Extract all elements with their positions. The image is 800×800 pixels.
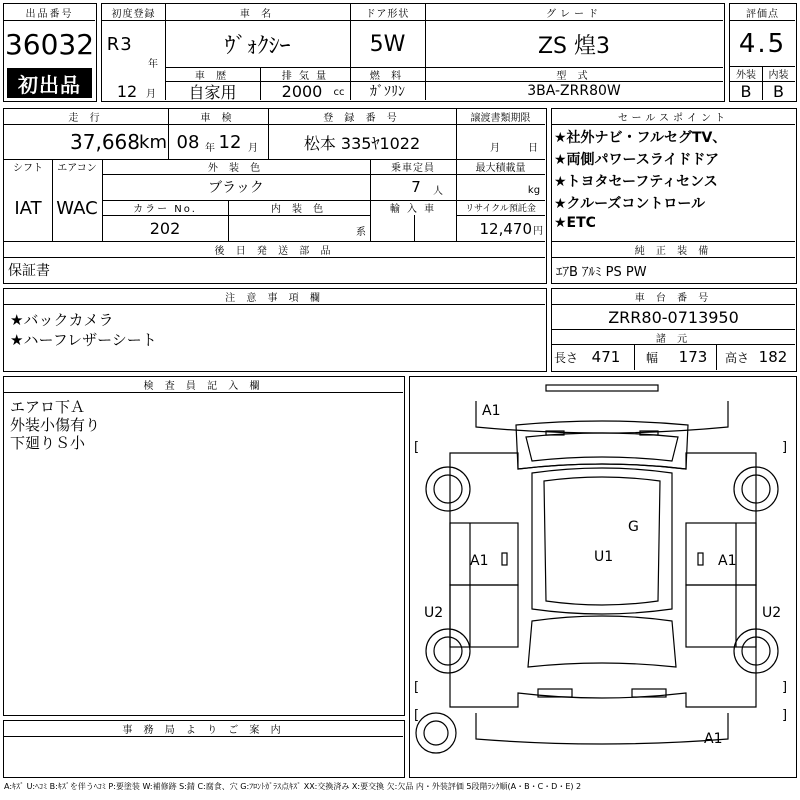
length-value: 471: [591, 348, 621, 366]
inspector-line: 外装小傷有り: [10, 416, 101, 434]
chassis-box: [551, 288, 797, 372]
selling-point: ★社外ナビ・フルセグTV、: [554, 130, 727, 146]
capacity-unit: 人: [433, 185, 443, 197]
width-label: 幅: [645, 350, 658, 365]
rear-bumper-outline: [476, 713, 728, 744]
right-handle: [698, 553, 703, 565]
interior-score: B: [773, 82, 784, 100]
inspector-line: 下廻りＳ小: [10, 434, 86, 452]
door-label: ドア形状: [365, 8, 410, 20]
car-name: ｳﾞｫｸｼｰ: [224, 33, 291, 59]
hood-outline: [516, 421, 688, 469]
exterior-color-label: 外 装 色: [207, 163, 265, 174]
ac-value: WAC: [56, 197, 98, 219]
selling-point: ★クルーズコントロール: [554, 196, 706, 212]
right-rear-door: [686, 585, 756, 647]
car-name-label: 車 名: [239, 8, 276, 20]
lot-number-label: 出品番号: [25, 8, 74, 20]
length-label: 長さ: [554, 350, 578, 365]
body-outline: [450, 453, 756, 707]
inspection-month-unit: 月: [248, 142, 258, 154]
bracket-left-bottom: [: [414, 680, 420, 695]
transfer-month-unit: 月: [490, 142, 500, 154]
legend: A:ｷｽﾞ U:ﾍｺﾐ B:ｷｽﾞを伴うﾍｺﾐ P:要塗装 W:補修跡 S:錆 C:腐食、穴 G:ﾌﾛﾝﾄｶﾞﾗｽ点ｷｽﾞ XX:交換済み X:要交換 欠:欠品 内・外装評価 5段階ﾗﾝｸ順(A・B・C・D・E) 2: [4, 782, 582, 791]
selling-point: ★トヨタセーフティセンス: [554, 174, 718, 190]
bracket-right-bottom: ]: [782, 680, 788, 695]
inspector-line: エアロ下Ａ: [10, 398, 86, 416]
shift-label: シフト: [13, 163, 43, 174]
first-registration-label: 初度登録: [111, 8, 156, 20]
mark-front-bumper: A1: [482, 403, 501, 419]
inspection-year-unit: 年: [205, 142, 215, 154]
car-diagram: [410, 377, 795, 776]
later-parts-value: 保証書: [8, 263, 50, 279]
recycle-unit: 円: [533, 225, 543, 237]
transfer-day-unit: 日: [528, 142, 538, 154]
selling-points-list: [554, 127, 794, 237]
inspection-month: 12: [218, 131, 242, 153]
capacity-label: 乗車定員: [391, 163, 435, 174]
car-diagram-box: [409, 376, 797, 778]
details-box: [3, 108, 547, 284]
notes-box: [3, 288, 547, 372]
front-top-bar: [546, 385, 658, 391]
bracket-right-top: ]: [782, 440, 788, 455]
plate-label: 登 録 番 号: [323, 113, 401, 124]
left-handle: [502, 553, 507, 565]
later-parts-label: 後 日 発 送 部 品: [214, 246, 335, 257]
shift-value: IAT: [14, 197, 42, 219]
front-bumper-outline: [476, 401, 728, 433]
fuel-value: ｶﾞｿﾘﾝ: [370, 84, 405, 100]
height-label: 高さ: [724, 350, 749, 365]
color-no-label: カラー No.: [133, 204, 197, 215]
note-line: ★バックカメラ: [10, 311, 114, 329]
door-type: 5W: [369, 31, 406, 57]
displacement-value: 2000: [281, 82, 323, 100]
notes-label: 注 意 事 項 欄: [225, 293, 324, 304]
mark-rear-bumper: A1: [704, 731, 723, 747]
grade-label: グレード: [546, 8, 602, 20]
max-load-unit: kg: [527, 184, 541, 196]
office-box: [3, 720, 405, 778]
registration-month-unit: 月: [146, 88, 156, 100]
inspector-box: [3, 376, 405, 716]
vehicle-info-box: [101, 3, 725, 102]
mileage-unit: km: [139, 131, 167, 153]
history-label: 車 歴: [194, 70, 231, 81]
bracket-left-top: [: [414, 440, 420, 455]
dimensions-label: 諸 元: [655, 333, 692, 344]
lot-number-box: [3, 3, 97, 102]
plate-value: 松本 335ﾔ1022: [303, 133, 421, 153]
grade: ZS 煌3: [537, 33, 611, 59]
fuel-label: 燃 料: [369, 70, 406, 81]
exterior-score-label: 外装: [736, 70, 756, 81]
office-label: 事 務 局 よ り ご 案 内: [122, 725, 285, 736]
inspection-year: 08: [176, 131, 200, 153]
capacity-value: 7: [411, 178, 421, 196]
interior-score-label: 内装: [768, 70, 789, 81]
note-line: ★ハーフレザーシート: [10, 331, 157, 349]
registration-month: 12: [116, 82, 138, 100]
roof-outline: [532, 468, 672, 614]
mark-right-rocker: U2: [762, 605, 782, 621]
inspector-label: 検 査 員 記 入 欄: [143, 381, 264, 392]
first-listing-badge: 初出品: [7, 68, 92, 98]
mark-center: U1: [594, 549, 614, 565]
chassis-label: 車 台 番 号: [634, 293, 713, 304]
max-load-label: 最大積載量: [475, 163, 526, 174]
inspection-label: 車 検: [200, 113, 236, 124]
roof-inner: [544, 477, 660, 605]
mileage-value: 37,668: [70, 130, 140, 154]
selling-point: ★ETC: [554, 215, 596, 231]
standard-equipment-value: ｴｱB ｱﾙﾐ PS PW: [556, 264, 647, 280]
chassis-number: ZRR80-0713950: [608, 307, 739, 327]
selling-points-label: セールスポイント: [617, 113, 730, 124]
score-label: 評価点: [746, 8, 779, 20]
selling-points-box: [551, 108, 797, 284]
standard-equipment-label: 純 正 装 備: [634, 246, 713, 257]
mileage-label: 走 行: [68, 113, 104, 124]
history-value: 自家用: [188, 82, 237, 100]
mark-left-door: A1: [470, 553, 489, 569]
color-no-value: 202: [149, 219, 181, 238]
height-value: 182: [758, 348, 788, 366]
left-rear-door: [450, 585, 518, 647]
import-label: 輸 入 車: [389, 204, 437, 215]
mark-right-door: A1: [718, 553, 737, 569]
selling-point: ★両側パワースライドドア: [554, 152, 720, 168]
exterior-color-value: ブラック: [208, 180, 264, 196]
score-value: 4.5: [738, 28, 787, 59]
interior-color-label: 内 装 色: [270, 204, 328, 215]
model-label: 型 式: [556, 70, 592, 81]
rear-window-outline: [528, 616, 676, 667]
mark-left-rocker: U2: [424, 605, 444, 621]
registration-year-unit: 年: [148, 58, 158, 68]
width-value: 173: [678, 348, 708, 366]
registration-year: 3: [120, 33, 132, 55]
wheel-rear-left: [426, 629, 470, 673]
recycle-label: リサイクル預託金: [465, 204, 536, 214]
ac-label: エアコン: [57, 163, 97, 174]
score-box: [729, 3, 797, 102]
model-value: 3BA-ZRR80W: [527, 83, 621, 99]
mark-roof: G: [628, 519, 639, 535]
registration-era: R: [106, 33, 120, 55]
lot-number: 36032: [4, 27, 95, 61]
recycle-value: 12,470: [479, 219, 532, 238]
transfer-docs-label: 譲渡書類期限: [470, 113, 531, 124]
wheel-front-left: [426, 467, 470, 511]
displacement-label: 排 気 量: [281, 70, 329, 81]
exterior-score: B: [740, 82, 752, 100]
displacement-unit: cc: [333, 86, 345, 98]
bracket-left-lower: [: [414, 708, 420, 723]
interior-color-unit: 系: [356, 226, 366, 238]
spare-wheel: [416, 713, 456, 753]
windshield-outline: [526, 433, 678, 461]
bracket-right-lower: ]: [782, 708, 788, 723]
